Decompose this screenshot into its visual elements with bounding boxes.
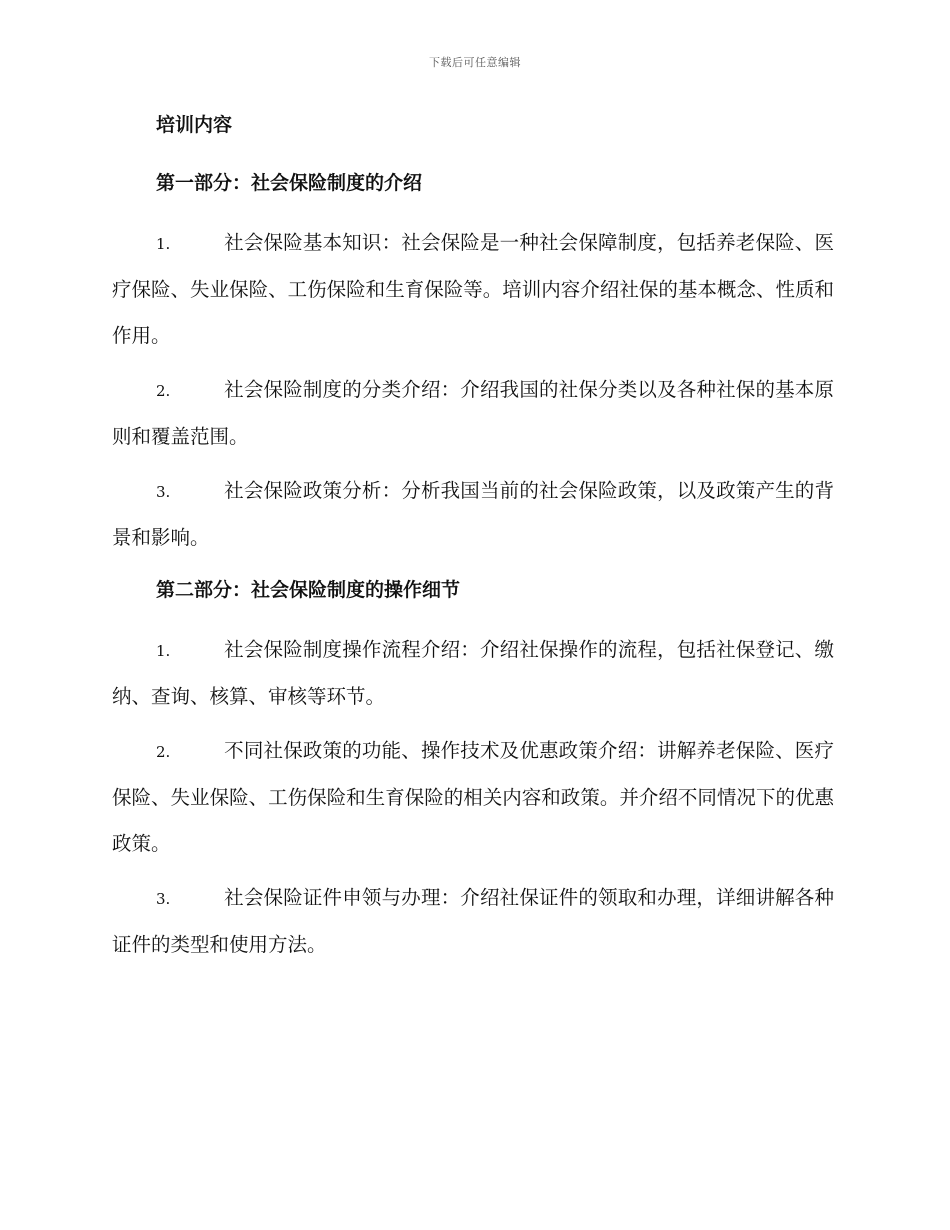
- list-item-text: 社会保险基本知识：社会保险是一种社会保障制度，包括养老保险、医疗保险、失业保险、工伤保险和生育保险等。培训内容介绍社保的基本概念、性质和作用。: [112, 231, 834, 347]
- list-item-number: 3.: [156, 890, 171, 908]
- document-body: [112, 110, 834, 976]
- section-heading-2: 第二部分：社会保险制度的操作细节: [156, 579, 461, 601]
- list-item-text: 社会保险证件申领与办理：介绍社保证件的领取和办理，详细讲解各种证件的类型和使用方法。: [112, 886, 834, 956]
- document-title: 培训内容: [156, 114, 233, 136]
- list-item-number: 3.: [156, 483, 171, 501]
- list-item: [112, 728, 834, 867]
- section-heading-1: 第一部分：社会保险制度的介绍: [156, 172, 423, 194]
- list-item-number: 2.: [156, 743, 171, 761]
- list-item: [112, 367, 834, 460]
- list-item-text: 社会保险政策分析：分析我国当前的社会保险政策，以及政策产生的背景和影响。: [112, 479, 834, 549]
- list-item-number: 1.: [156, 235, 171, 253]
- list-item: [112, 627, 834, 720]
- list-item-text: 社会保险制度的分类介绍：介绍我国的社保分类以及各种社保的基本原则和覆盖范围。: [112, 378, 834, 448]
- page-header-note: 下载后可任意编辑: [429, 56, 521, 69]
- list-item: [112, 875, 834, 968]
- list-item: [112, 468, 834, 561]
- list-item: [112, 220, 834, 359]
- list-item-number: 2.: [156, 382, 171, 400]
- list-item-text: 不同社保政策的功能、操作技术及优惠政策介绍：讲解养老保险、医疗保险、失业保险、工伤保险和生育保险的相关内容和政策。并介绍不同情况下的优惠政策。: [112, 739, 834, 855]
- list-item-number: 1.: [156, 642, 171, 660]
- list-item-text: 社会保险制度操作流程介绍：介绍社保操作的流程，包括社保登记、缴纳、查询、核算、审核等环节。: [112, 638, 834, 708]
